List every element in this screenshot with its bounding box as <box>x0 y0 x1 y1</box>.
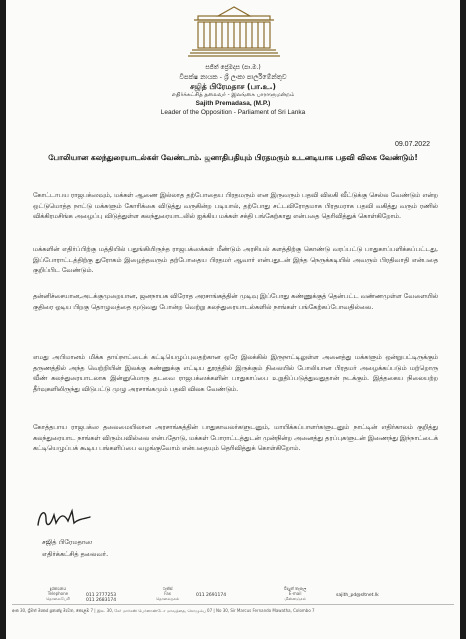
letter-title: போலியான கலந்துரையாடல்கள் வேண்டாம். ஜனாதிபதியும் பிரதமரும் உடனடியாக பதவி விலக வேண்டும்! <box>48 153 418 162</box>
letter-date: 09.07.2022 <box>394 141 430 148</box>
header-tamil-title: எதிர்க்கட்சித் தலைவர் - இலங்கை பாராளுமன்றம் <box>171 92 295 98</box>
header-sinhala-name: සජිත් ප්‍රේමදාස (පා.ම.) <box>205 64 261 71</box>
footer-fax-value: 011 2691174 <box>196 593 227 598</box>
footer-email-label: විද්‍යුත් තැපෑල E-mail மின்னஞ்சல் <box>284 586 307 601</box>
footer-divider <box>12 604 454 605</box>
paragraph-2: மக்களின் எதிர்ப்பிற்கு மத்தியில் பதுங்கியிருந்த ராஜபக்ஸக்கள் மீண்டும் அரசியல் களத்திற்கு கொண்டு வரப்பட்டு பாதுகாப்பளிக்கப்பட்டது, இப்போராட்டத்திற்கு துரோகம் இழைத்தவரும் தற்போதைய பிரதமர் ஆவார் என்பதுடன் இந்த நெருக்கடியில் அவரும் பிரதிவாதி என்பதை குறிப்பிட வேண்டும். <box>33 245 438 274</box>
header-english-title: Leader of the Opposition - Parliament of Sri Lanka <box>160 109 306 116</box>
parliament-crest-logo <box>188 4 280 60</box>
letterhead-footer <box>6 580 460 639</box>
paragraph-1: கோட்டாபய ராஜபக்ஸவும், மக்கள் ஆணை இல்லாத தற்போதைய பிரதமரும் என இருவரும் பதவி விலகி வீட்டுக்கு செல்ல வேண்டும் என்ற ஒட்டுமொத்த நாட்டு மக்களும் கோரிக்கை விடுத்து வருகின்ற படியால், தற்போது சட்டவிரோதமாக பிரதமராக பதவி வகித்து வரும் ரணில் விக்கிரமசிங்க அழைப்பு விடுத்துள்ள கலந்துரையாடலில் ஐக்கிய மக்கள் சக்தி பங்கேற்காது என்பதை தெரிவித்துக் கொள்கிறோம். <box>33 191 438 220</box>
header-sinhala-title: විපක්ෂ නායක - ශ්‍රී ලංකා පාර්ලිමේන්තුව <box>179 73 287 81</box>
signatory-name: சஜித் பிரேமதாஸ <box>42 538 93 546</box>
footer-email-value: sajith_pd@sltnet.lk <box>336 593 379 598</box>
handwritten-signature <box>34 505 94 531</box>
paragraph-4: எமது அபிமானம் மிக்க தாய்நாட்டைக் கட்டியெழுப்புவதற்கான ஒரே இலக்கில் இருநாட்டிலுள்ள அனைத்து மக்களும் ஒன்றுபட்டிருக்கும் தருணத்தில் அந்த வெற்றியின் இலக்கு கண்ணுக்கு எட்டிய தூரத்தில் இருக்கும் நிலையில் போலியான பிரதமர் அழைக்கப்படும் மற்றொரு வீண் கலந்துரையாடலாக இன்னுமொரு தடவை ராஜபக்ஸக்களின் பாதுகாப்பை உறுதிப்படுத்துவதுதான் நடக்கும். இத்தகைய நிலையற்ற தீர்வுகளிலிருந்து விடுபட்டு முழு அரசாங்கமும் பதவி விலக வேண்டும். <box>33 353 438 393</box>
footer-address: අංක 30, ශ්‍රීමත් මාකස් ප්‍රනාන්දු මාවත, කොළඹ 7 | இல. 30, சேர் மார்கஸ் பெர்னாண்டோ மாவத்தை, கொழும்பு 07 | No 30, Sir Marcus Fernando Mawatha, Colombo 7 <box>12 608 315 613</box>
paragraph-3: தன்னிச்சையான,அடக்குமுறையான, ஜனநாயக விரோத அரசாங்கத்தின் முடிவு இப்போது கண்ணுக்குத் தென்பட்ட வண்ணமுள்ள வேளையில் குதிரை ஓடிய பிறகு தொழுவத்தை மூடுவது போன்ற வெற்று கலந்துரையாடல்களில் நாங்கள் பங்கேற்கப்போவதில்லை. <box>33 292 438 311</box>
signatory-title: எதிர்க்கட்சித் தலைவர். <box>42 550 109 558</box>
header-tamil-name: சஜித் பிரேமதாச (பா.உ.) <box>190 82 276 91</box>
footer-telephone-label: දුරකථනය Telephone தொலைபேசி <box>46 586 70 601</box>
paragraph-5: கோத்தபாய ராஜபக்ஸ தலைமையிலான அரசாங்கத்தின் பாதுகாவலர்களுடனும், மாயிக்கப்பாளர்களுடனும் நாட்டின் எதிர்காலம் குறித்து கலந்துரையாட நாங்கள் விரும்பவில்லை என்பதோடு, மக்கள் போராட்டத்துடன் முன்நின்ற அனைத்து தரப்புகளுடன் இணைந்து இந்நாட்டைக் கட்டியெழுப்பக் கூடிய பங்களிப்பை வழங்குவோம் என்பதையும் தெரிவித்துக் கொள்கிறோம். <box>33 423 438 452</box>
letter-sheet <box>6 0 460 639</box>
footer-fax-label: ෆැක්ස් Fax தொலைநகல் <box>156 586 180 601</box>
footer-telephone-value: 011 2777253 011 2683174 <box>86 593 117 603</box>
header-english-name: Sajith Premadasa, (M.P.) <box>195 100 271 107</box>
